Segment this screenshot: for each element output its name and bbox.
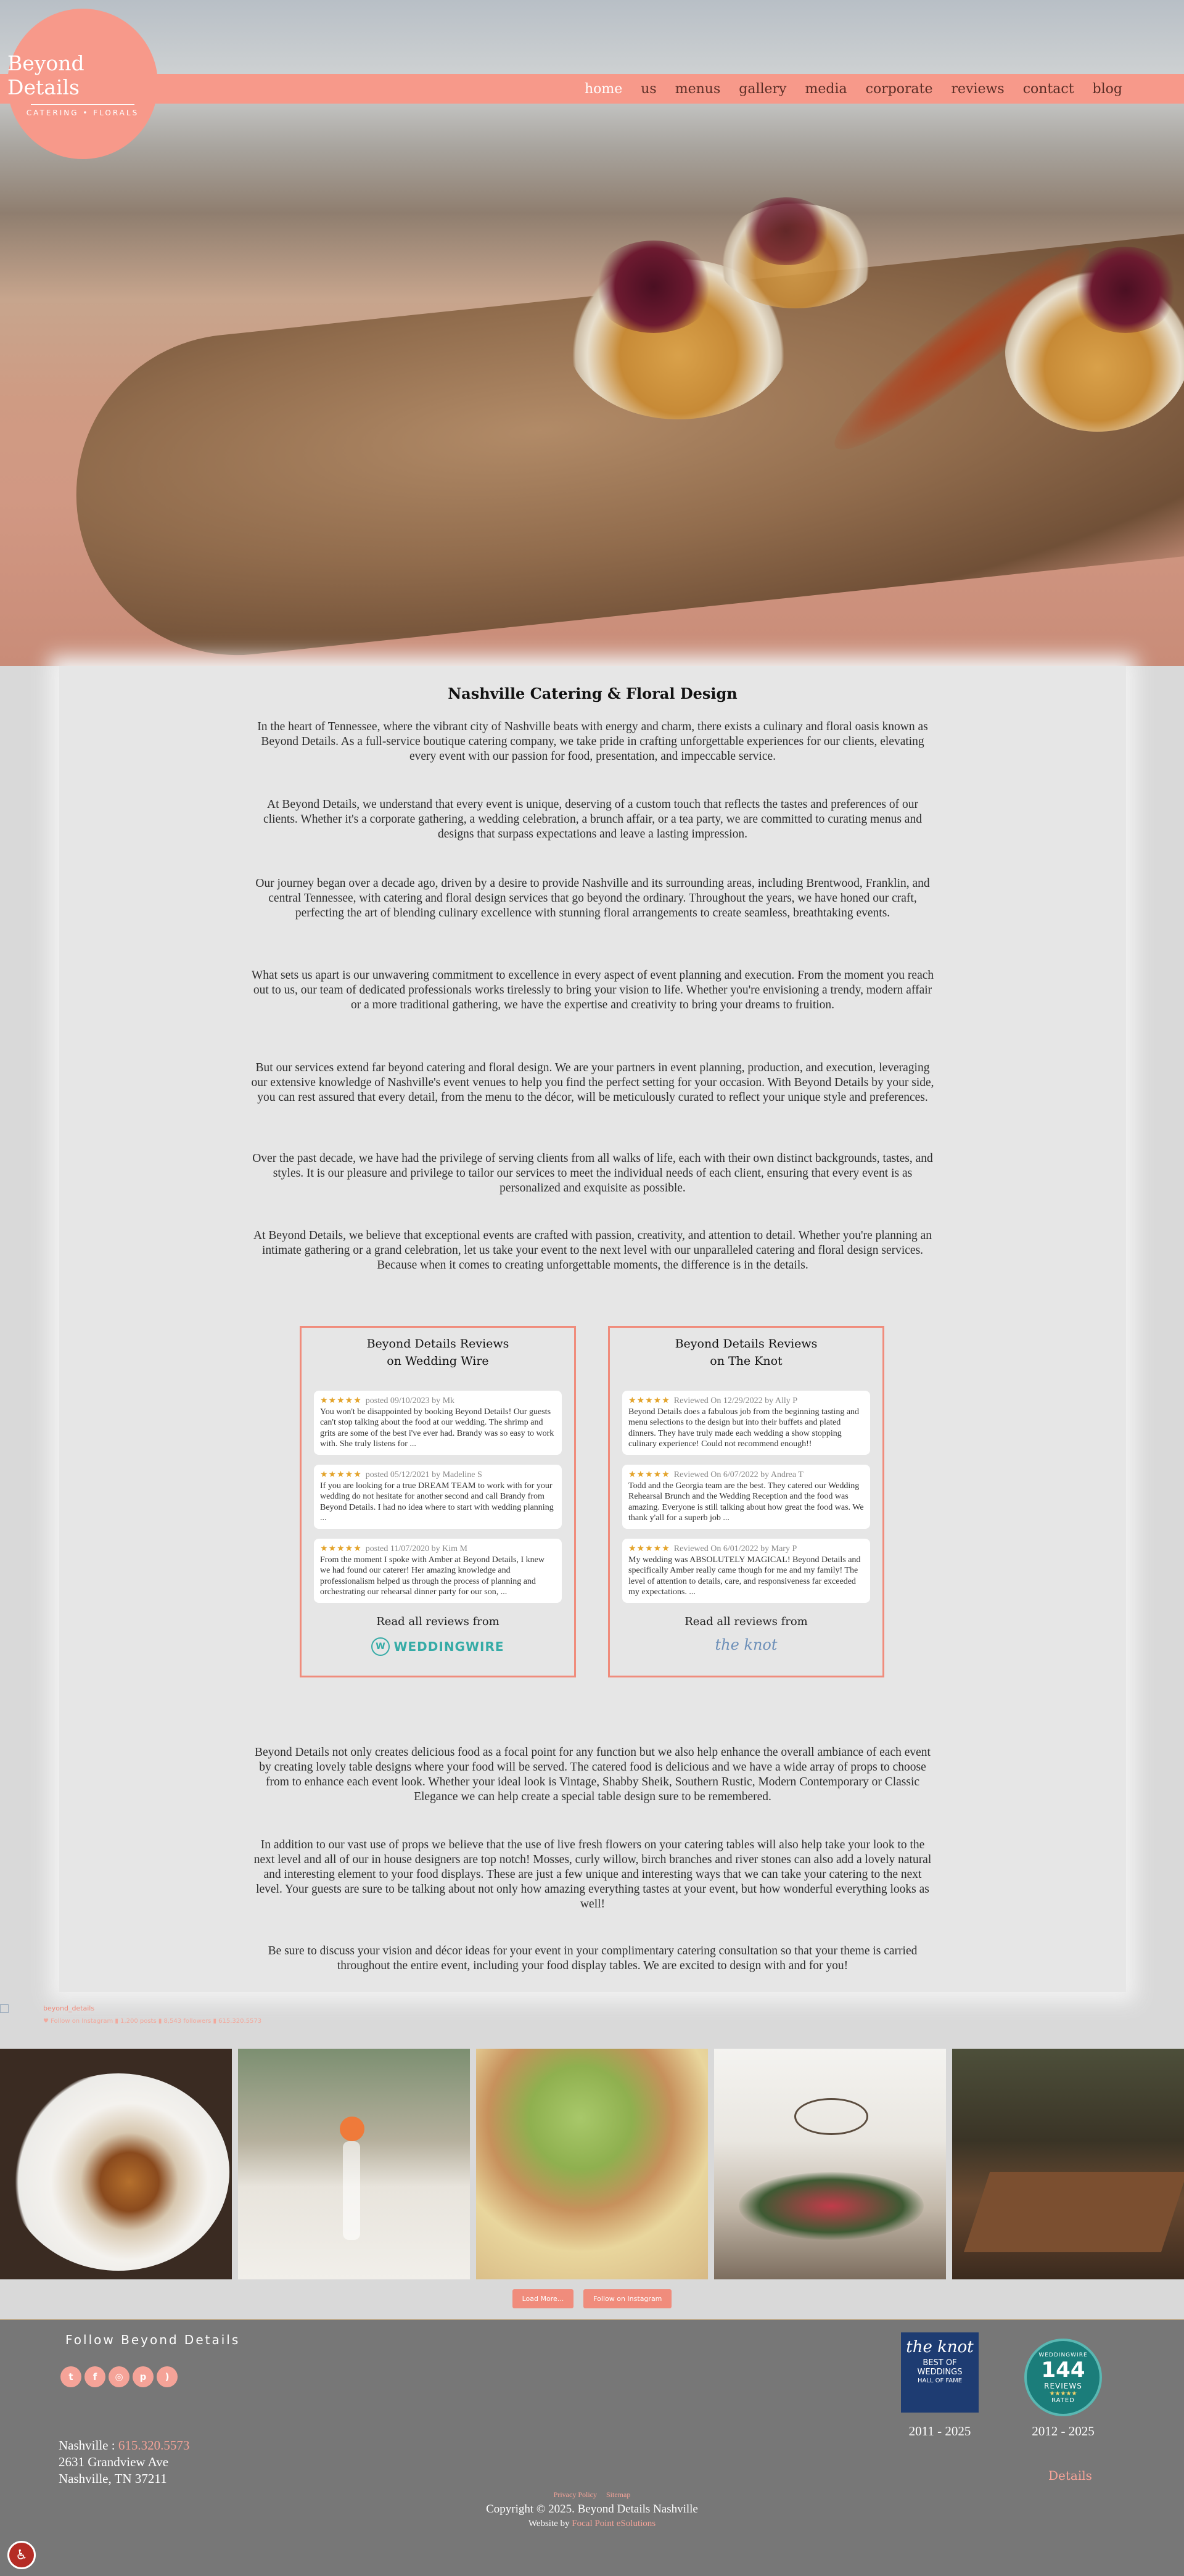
instagram-avatar-icon bbox=[0, 2004, 9, 2013]
content-paragraph: At Beyond Details, we understand that every event is unique, deserving of a custom touch that reflects the tastes and preferences of our clients. Whether it's a corporate gathering, a wedding celebration, a brunch affair, or a tea party, we are committed to curating menus and designs that surpass expectations and leave a lasting impression. bbox=[263, 798, 922, 841]
copyright: Copyright © 2025. Beyond Details Nashville bbox=[486, 2503, 698, 2516]
review-text: Todd and the Georgia team are the best. They catered our Wedding Rehearsal Brunch and the Wedding Reception and the food was amazing. Everyone is still talking about how great the food was. We thank y'all for a superb job ... bbox=[628, 1481, 864, 1523]
review-meta: Reviewed On 6/01/2022 by Mary P bbox=[673, 1544, 797, 1553]
page-title: Nashville Catering & Floral Design bbox=[448, 685, 738, 702]
review-meta: posted 05/12/2021 by Madeline S bbox=[365, 1470, 482, 1479]
badge-ww-rated: RATED bbox=[1051, 2397, 1075, 2404]
follow-instagram-button[interactable]: Follow on Instagram bbox=[583, 2289, 672, 2308]
nav-home[interactable]: home bbox=[584, 81, 623, 97]
content-paragraph: What sets us apart is our unwavering commitment to excellence in every aspect of event planning and execution. From the moment you reach out to us, our team of dedicated professionals works tirelessly to bring your vision to life. Whether you're envisioning a trendy, modern affair or a more traditional gathering, we have the expertise and creativity to bring your dreams to fruition. bbox=[251, 969, 934, 1011]
review-meta: Reviewed On 12/29/2022 by Ally P bbox=[673, 1396, 798, 1405]
weddingwire-logo-link[interactable] bbox=[302, 1637, 574, 1656]
weddingwire-rated-badge[interactable] bbox=[1024, 2339, 1102, 2416]
weddingwire-logo-text: WEDDINGWIRE bbox=[393, 1639, 504, 1654]
badge-knot-subtitle: BEST OF WEDDINGS bbox=[917, 2358, 963, 2377]
nav-blog[interactable]: blog bbox=[1092, 81, 1122, 97]
instagram-post-barn-venue[interactable] bbox=[714, 2049, 946, 2279]
nav-gallery[interactable]: gallery bbox=[739, 81, 787, 97]
content-paragraph: Over the past decade, we have had the privilege of serving clients from all walks of life, each with their own distinct backgrounds, tastes, and styles. It is our pleasure and privilege to tailor our services to meet the individual needs of each client, ensuring that every event is as personalized and exquisite as possible. bbox=[252, 1152, 933, 1195]
review-text: My wedding was ABSOLUTELY MAGICAL! Beyond Details and specifically Amber really came though for me and my family! The level of attention to details, care, and responsiveness far exceeded my expectations. ... bbox=[628, 1555, 861, 1597]
content-paragraph: In addition to our vast use of props we believe that the use of live fresh flowers on your catering tables will also help take your look to the next level and all of our in house designers are top notch! Mosses, curly willow, birch branches and river stones can also add a lovely natural and interesting element to your food displays. These are just a few unique and interesting ways that we can take your catering to the next level. Your guests are sure to be talking about not only how amazing everything tastes at your event, but how wonderful everything looks as well! bbox=[253, 1838, 932, 1911]
read-all-reviews-label: Read all reviews from bbox=[684, 1615, 808, 1628]
twitter-icon[interactable]: t bbox=[60, 2366, 81, 2387]
instagram-actions bbox=[0, 2289, 1184, 2308]
sitemap-link[interactable]: Sitemap bbox=[606, 2490, 631, 2499]
review-card bbox=[314, 1539, 562, 1603]
logo-tagline: CATERING • FLORALS bbox=[26, 108, 139, 117]
ww-badge-years: 2012 - 2025 bbox=[1032, 2424, 1095, 2438]
privacy-policy-link[interactable]: Privacy Policy bbox=[553, 2490, 597, 2499]
logo-divider bbox=[31, 104, 134, 105]
reviews-heading-line2: on The Knot bbox=[710, 1354, 783, 1368]
instagram-post-cheese-board[interactable] bbox=[476, 2049, 708, 2279]
instagram-header bbox=[0, 2004, 493, 2029]
chandelier-shape bbox=[794, 2098, 868, 2135]
follow-title: Follow Beyond Details bbox=[65, 2332, 240, 2347]
review-card bbox=[622, 1465, 870, 1529]
review-text: If you are looking for a true DREAM TEAM to work with for your wedding do not hesitate for another second and call Brandy from Beyond Details. I had no idea where to start with wedding planning ... bbox=[320, 1481, 554, 1523]
badge-knot-title: the knot bbox=[906, 2338, 974, 2356]
table-shape bbox=[964, 2172, 1184, 2252]
website-credit-link[interactable]: Focal Point eSolutions bbox=[572, 2519, 656, 2529]
main-navbar bbox=[0, 74, 1184, 104]
site-footer bbox=[0, 2319, 1184, 2576]
badge-knot-caption: HALL OF FAME bbox=[917, 2377, 963, 2384]
nav-contact[interactable]: contact bbox=[1022, 81, 1074, 97]
nav-us[interactable]: us bbox=[641, 81, 657, 97]
badge-ww-count: 144 bbox=[1041, 2358, 1085, 2382]
pinterest-icon[interactable]: p bbox=[133, 2366, 154, 2387]
read-all-reviews-label: Read all reviews from bbox=[376, 1615, 500, 1628]
hero-berry bbox=[740, 197, 832, 265]
load-more-button[interactable]: Load More... bbox=[512, 2289, 574, 2308]
rss-icon[interactable]: ) bbox=[157, 2366, 178, 2387]
rating-stars: ★★★★★ bbox=[628, 1396, 670, 1405]
city-label: Nashville : bbox=[59, 2438, 115, 2453]
hero-berry bbox=[1073, 247, 1178, 333]
instagram-post-food-plate[interactable] bbox=[0, 2049, 232, 2279]
instagram-icon[interactable]: ◎ bbox=[109, 2366, 130, 2387]
contact-info bbox=[59, 2437, 189, 2487]
instagram-feed bbox=[0, 2049, 1184, 2279]
review-meta: posted 09/10/2023 by Mk bbox=[365, 1396, 455, 1405]
nav-menus[interactable]: menus bbox=[675, 81, 721, 97]
review-card bbox=[314, 1391, 562, 1455]
nav-corporate[interactable]: corporate bbox=[865, 81, 933, 97]
facebook-icon[interactable]: f bbox=[84, 2366, 105, 2387]
instagram-stats: ♥ Follow on Instagram ▮ 1,200 posts ▮ 8,543 followers ▮ 615.320.5573 bbox=[43, 2018, 262, 2025]
review-card bbox=[622, 1539, 870, 1603]
content-paragraph: Beyond Details not only creates delicious food as a focal point for any function but we also help enhance the overall ambiance of each event by creating lovely table designs where your food will be served. The catered food is delicious and we have a wide array of props to choose from to enhance each event look. Whether your ideal look is Vintage, Shabby Sheik, Southern Rustic, Modern Contemporary or Classic Elegance we can help create a special table design sure to be remembered. bbox=[255, 1746, 931, 1803]
rating-stars: ★★★★★ bbox=[628, 1544, 670, 1553]
hero-berry bbox=[592, 241, 715, 333]
website-credit-label: Website by bbox=[528, 2519, 570, 2529]
theknot-logo-link[interactable]: the knot bbox=[715, 1636, 778, 1653]
rating-stars: ★★★★★ bbox=[320, 1396, 362, 1405]
instagram-post-reception-table[interactable] bbox=[952, 2049, 1184, 2279]
website-credit bbox=[0, 2519, 1184, 2529]
badge-ww-stars: ★★★★★ bbox=[1049, 2390, 1077, 2397]
reviews-heading bbox=[610, 1335, 882, 1370]
plate-shape bbox=[7, 2073, 229, 2271]
nav-reviews[interactable]: reviews bbox=[951, 81, 1005, 97]
weddingwire-logo-icon: W bbox=[371, 1637, 390, 1656]
phone-link[interactable]: 615.320.5573 bbox=[118, 2438, 190, 2453]
review-card bbox=[314, 1465, 562, 1529]
vase-shape bbox=[343, 2141, 360, 2240]
rating-stars: ★★★★★ bbox=[320, 1470, 362, 1479]
knot-badge-years: 2011 - 2025 bbox=[908, 2424, 971, 2438]
main-content bbox=[59, 666, 1126, 1992]
rating-stars: ★★★★★ bbox=[628, 1470, 670, 1479]
instagram-post-table-flower[interactable] bbox=[238, 2049, 470, 2279]
flower-shape bbox=[340, 2117, 364, 2141]
theknot-reviews bbox=[608, 1326, 884, 1677]
review-text: From the moment I spoke with Amber at Beyond Details, I knew we had found our caterer! Her amazing knowledge and professionalism helped us through the process of planning and orchestrating our rehearsal dinner party for our son, ... bbox=[320, 1555, 545, 1597]
instagram-handle[interactable]: beyond_details bbox=[43, 2004, 95, 2012]
content-paragraph: At Beyond Details, we believe that exceptional events are crafted with passion, creativity, and attention to detail. Whether you're planning an intimate gathering or a grand celebration, let us take your event to the next level with our unparalleled catering and floral design services. Because when it comes to creating unforgettable moments, the difference is in the details. bbox=[253, 1229, 932, 1272]
reviews-heading-line1: Beyond Details Reviews bbox=[366, 1337, 509, 1351]
site-logo[interactable] bbox=[7, 9, 158, 159]
content-paragraph: But our services extend far beyond catering and floral design. We are your partners in event planning, production, and execution, leveraging our extensive knowledge of Nashville's event venues to help you find the perfect setting for your occasion. With Beyond Details by your side, you can rest assured that every detail, from the menu to the décor, will be meticulously curated to reflect your unique style and preferences. bbox=[251, 1061, 934, 1104]
social-links bbox=[60, 2366, 178, 2387]
main-nav bbox=[585, 74, 1122, 104]
content-paragraph: Our journey began over a decade ago, driven by a desire to provide Nashville and its surrounding areas, including Brentwood, Franklin, and central Tennessee, with catering and floral design services that go beyond the ordinary. Throughout the years, we have honed our craft, perfecting the art of blending culinary excellence with stunning floral arrangements to create seamless, breathtaking events. bbox=[255, 877, 930, 920]
reviews-heading-line2: on Wedding Wire bbox=[387, 1354, 489, 1368]
reviews-heading-line1: Beyond Details Reviews bbox=[675, 1337, 818, 1351]
rating-stars: ★★★★★ bbox=[320, 1544, 362, 1553]
weddingwire-reviews bbox=[300, 1326, 576, 1677]
review-meta: Reviewed On 6/07/2022 by Andrea T bbox=[673, 1470, 804, 1479]
address-line-1: 2631 Grandview Ave bbox=[59, 2455, 169, 2469]
badge-ww-top: WEDDINGWIRE bbox=[1038, 2352, 1088, 2358]
logo-name: Beyond Details bbox=[7, 51, 84, 99]
address-line-2: Nashville, TN 37211 bbox=[59, 2471, 167, 2486]
reviews-heading bbox=[302, 1335, 574, 1370]
review-meta: posted 11/07/2020 by Kim M bbox=[365, 1544, 467, 1553]
content-paragraph: Be sure to discuss your vision and décor ideas for your event in your complimentary catering consultation so that your theme is carried throughout the entire event, including your food display tables. We are excited to design with and for you! bbox=[268, 1944, 918, 1972]
flowers-shape bbox=[739, 2172, 924, 2240]
theknot-hall-of-fame-badge[interactable] bbox=[901, 2332, 979, 2413]
accessibility-icon[interactable]: ♿ bbox=[7, 2541, 36, 2569]
legal-links bbox=[0, 2490, 1184, 2500]
badge-ww-label: REVIEWS bbox=[1044, 2382, 1082, 2390]
review-text: You won't be disappointed by booking Beyond Details! Our guests can't stop talking about the food at our wedding. The shrimp and grits are some of the best i've ever had. Brandy was so easy to work with. She truly listens for ... bbox=[320, 1407, 554, 1449]
nav-media[interactable]: media bbox=[805, 81, 847, 97]
review-text: Beyond Details does a fabulous job from the beginning tasting and menu selections to the design but into their buffets and plated dinners. They have truly made each wedding a show stopping culinary experience! Could not recommend enough!! bbox=[628, 1407, 860, 1449]
review-card bbox=[622, 1391, 870, 1455]
intro-paragraph: In the heart of Tennessee, where the vibrant city of Nashville beats with energy and charm, there exists a culinary and floral oasis known as Beyond Details. As a full-service boutique catering company, we take pride in crafting unforgettable experiences for our clients, elevating every event with our passion for food, presentation, and impeccable service. bbox=[257, 720, 928, 763]
details-link[interactable]: Details bbox=[1048, 2468, 1092, 2483]
